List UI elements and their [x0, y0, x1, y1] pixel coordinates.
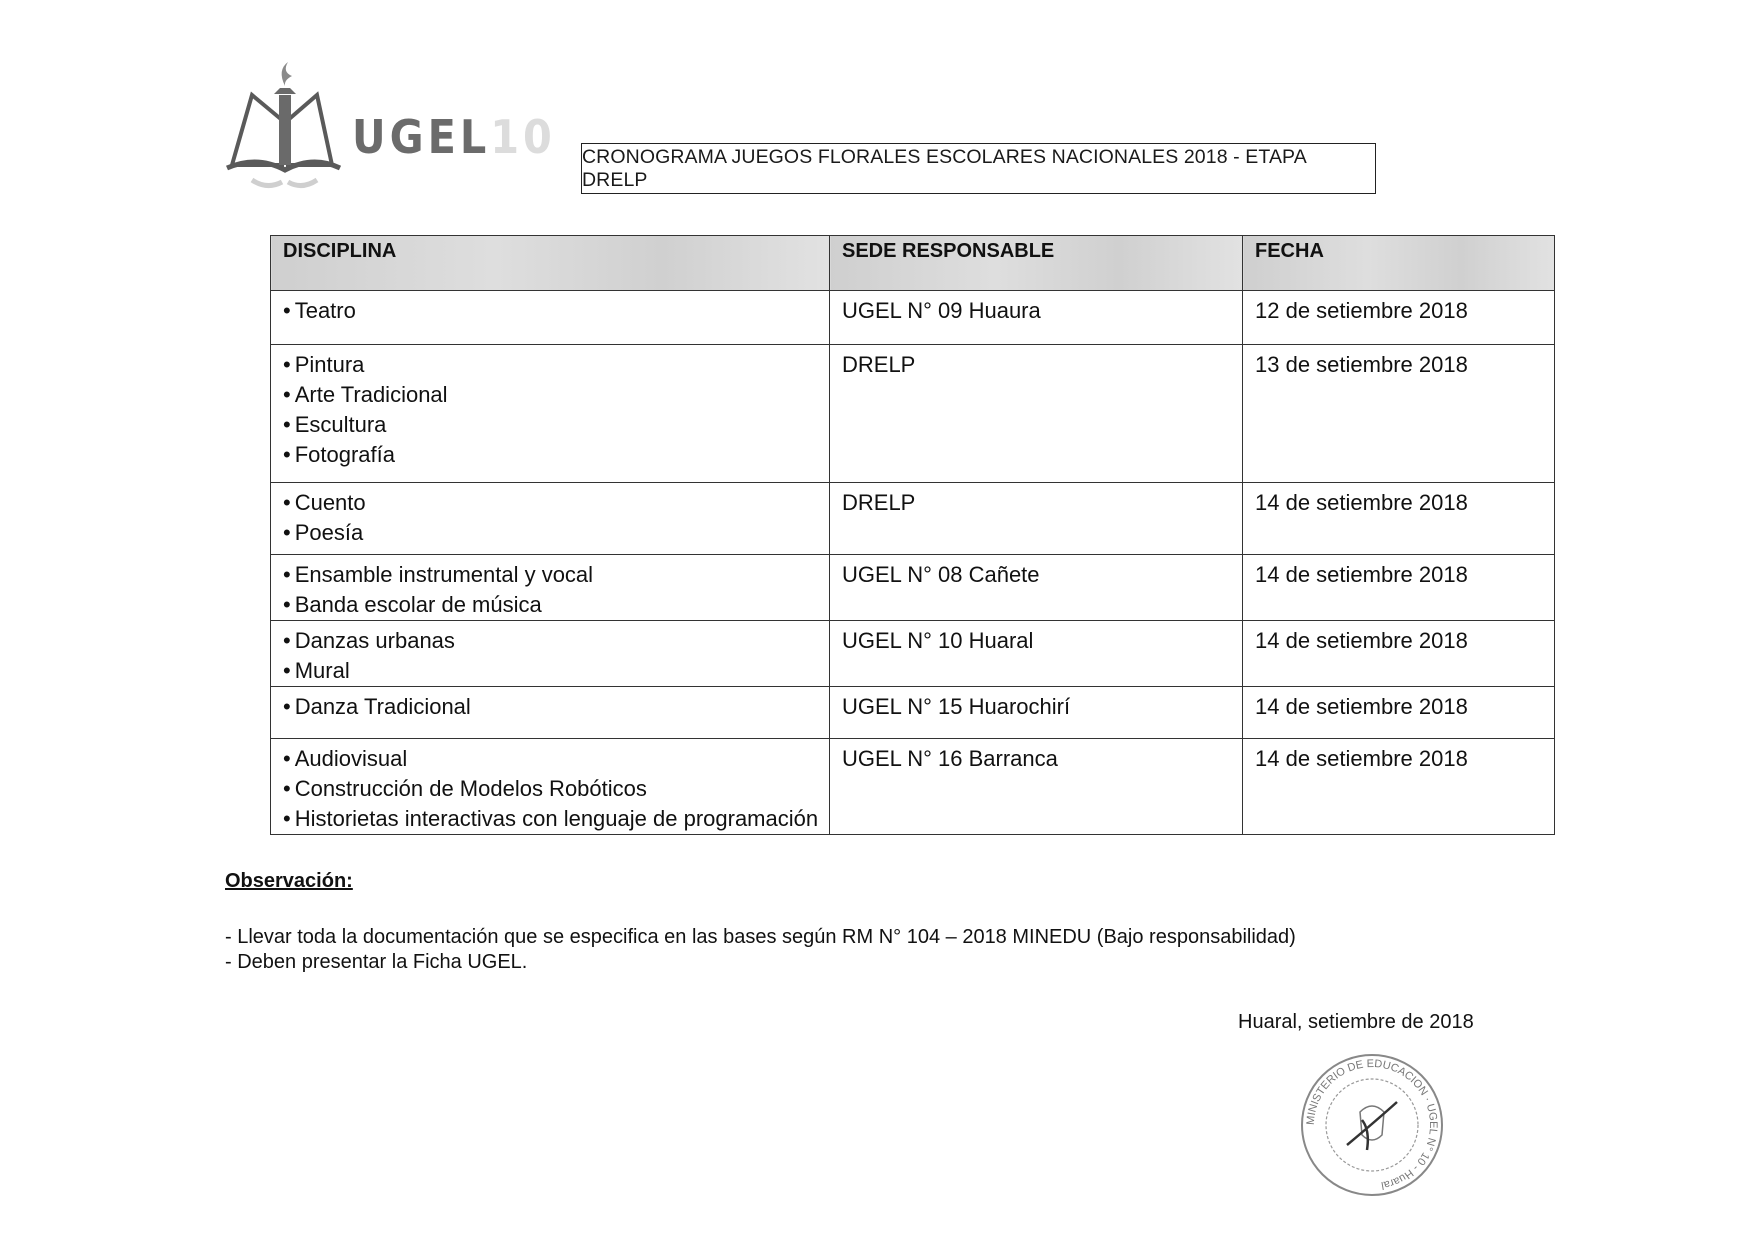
observacion-item: - Llevar toda la documentación que se especifica en las bases según RM N° 104 – 2018 MINEDU (Bajo responsabilidad): [225, 925, 1296, 950]
sede-cell: UGEL N° 16 Barranca: [830, 739, 1243, 835]
disciplina-item: • Danza Tradicional: [283, 692, 819, 722]
disciplina-item: • Danzas urbanas: [283, 626, 819, 656]
fecha-cell: 14 de setiembre 2018: [1243, 483, 1555, 555]
sede-cell: DRELP: [830, 345, 1243, 483]
column-header-fecha: FECHA: [1243, 236, 1555, 291]
disciplina-item: • Mural: [283, 656, 819, 686]
table-row: [271, 621, 1555, 687]
disciplina-item: • Historietas interactivas con lenguaje de programación: [283, 804, 819, 834]
fecha-cell: 14 de setiembre 2018: [1243, 739, 1555, 835]
fecha-cell: 14 de setiembre 2018: [1243, 687, 1555, 739]
disciplina-cell: [271, 739, 830, 835]
disciplina-item: • Arte Tradicional: [283, 380, 819, 410]
disciplina-cell: [271, 621, 830, 687]
table-header-row: [271, 236, 1555, 291]
official-seal-stamp: [1292, 1050, 1452, 1200]
disciplina-item: • Teatro: [283, 296, 819, 326]
document-title: CRONOGRAMA JUEGOS FLORALES ESCOLARES NACIONALES 2018 - ETAPA DRELP: [581, 143, 1376, 194]
schedule-table: [270, 235, 1555, 835]
fecha-cell: 13 de setiembre 2018: [1243, 345, 1555, 483]
observacion-item: - Deben presentar la Ficha UGEL.: [225, 950, 1296, 975]
table-row: [271, 739, 1555, 835]
disciplina-item: • Banda escolar de música: [283, 590, 819, 620]
table-row: [271, 291, 1555, 345]
column-header-sede: SEDE RESPONSABLE: [830, 236, 1243, 291]
logo-wordmark: UGEL10: [352, 110, 556, 164]
disciplina-item: • Ensamble instrumental y vocal: [283, 560, 819, 590]
table-row: [271, 345, 1555, 483]
disciplina-item: • Poesía: [283, 518, 819, 548]
observacion-title: Observación:: [225, 870, 353, 892]
sede-cell: UGEL N° 09 Huaura: [830, 291, 1243, 345]
disciplina-cell: [271, 291, 830, 345]
disciplina-item: • Audiovisual: [283, 744, 819, 774]
fecha-cell: 14 de setiembre 2018: [1243, 555, 1555, 621]
disciplina-cell: [271, 483, 830, 555]
disciplina-item: • Escultura: [283, 410, 819, 440]
sede-cell: UGEL N° 15 Huarochirí: [830, 687, 1243, 739]
disciplina-cell: [271, 687, 830, 739]
disciplina-item: • Pintura: [283, 350, 819, 380]
sede-cell: UGEL N° 10 Huaral: [830, 621, 1243, 687]
fecha-cell: 12 de setiembre 2018: [1243, 291, 1555, 345]
place-date: Huaral, setiembre de 2018: [1238, 1011, 1474, 1033]
disciplina-cell: [271, 555, 830, 621]
disciplina-item: • Construcción de Modelos Robóticos: [283, 774, 819, 804]
sede-cell: DRELP: [830, 483, 1243, 555]
column-header-disciplina: DISCIPLINA: [271, 236, 830, 291]
table-row: [271, 555, 1555, 621]
sede-cell: UGEL N° 08 Cañete: [830, 555, 1243, 621]
table-row: [271, 483, 1555, 555]
disciplina-cell: [271, 345, 830, 483]
ugel-logo: [222, 50, 556, 200]
fecha-cell: 14 de setiembre 2018: [1243, 621, 1555, 687]
disciplina-item: • Cuento: [283, 488, 819, 518]
table-row: [271, 687, 1555, 739]
open-book-torch-icon: [222, 50, 352, 200]
stamp-text: MINISTERIO DE EDUCACION · UGEL N° 10 - Huaral: [1304, 1057, 1440, 1192]
observacion-list: [225, 925, 1296, 975]
disciplina-item: • Fotografía: [283, 440, 819, 470]
